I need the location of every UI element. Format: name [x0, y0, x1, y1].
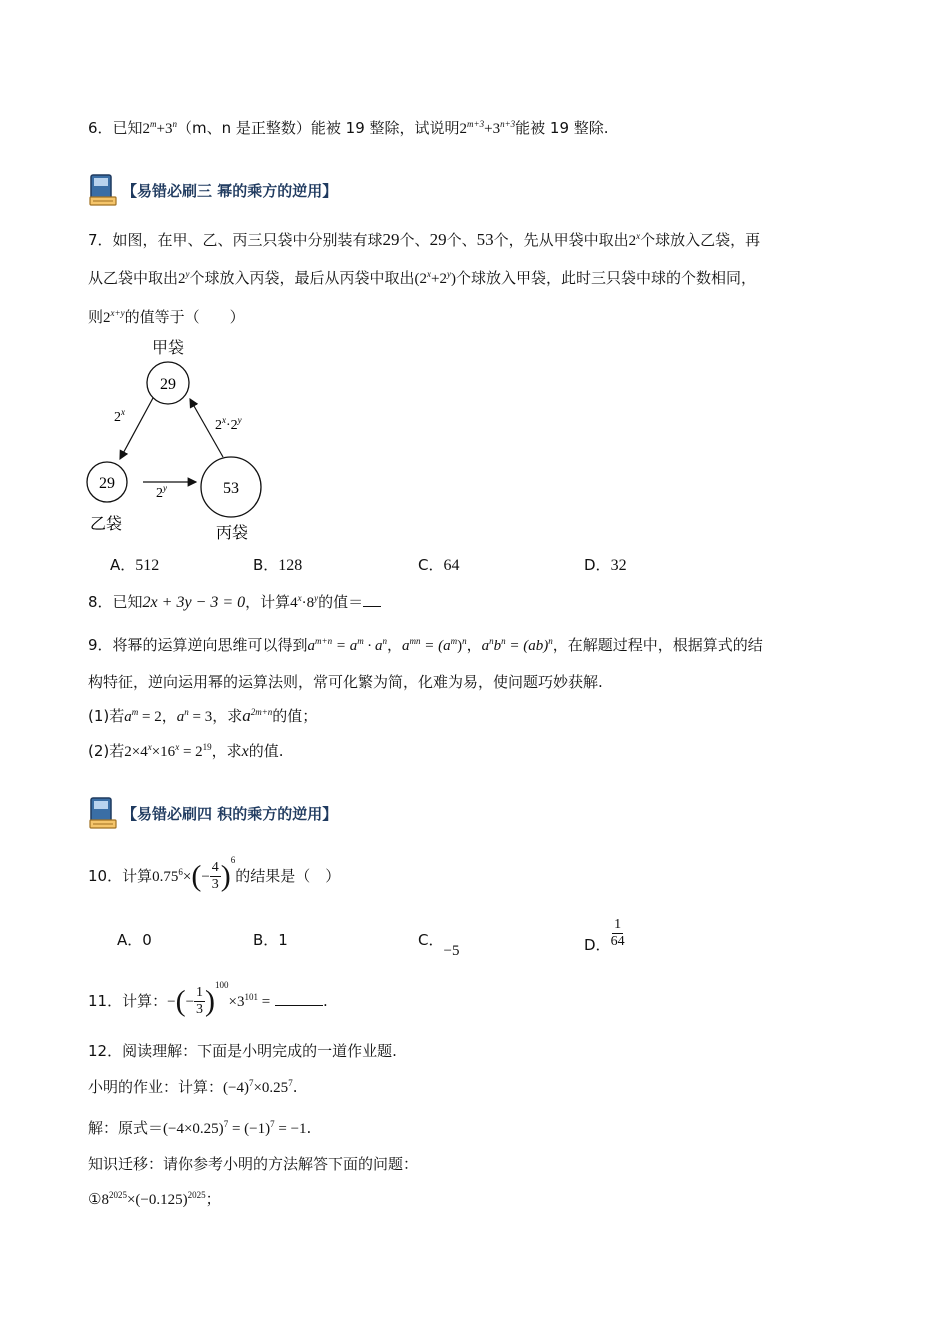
question-9-line-2: 构特征，逆向运用幂的运算法则，常可化繁为简，化难为易，使问题巧妙获解. — [88, 673, 603, 691]
question-9-line-1: 9．将幂的运算逆向思维可以得到$a^{m+n} = a^m \cdot a^n$，$a^{mn} = (a^m)^n$，$a^nb^n = (ab)^n$，在解题过程中，根据算式的结 — [88, 636, 763, 654]
fraction-1-3: $\frac{1}{3}$ — [196, 985, 204, 1017]
section-header-4 — [88, 796, 337, 830]
question-12-line-5: $①8^{2025}\times(-0.125)^{2025}$； — [88, 1190, 221, 1208]
value-yi: 29 — [99, 475, 115, 492]
question-11: 11．计算：−(− $\frac{1}{3}$ )$^{100}\times 3^{101}$ = . — [88, 980, 328, 1018]
question-7-line-1: 7．如图，在甲、乙、丙三只袋中分别装有球29个、29个、53个，先从甲袋中取出2$^x$个球放入乙袋，再 — [88, 230, 761, 249]
q10-option-c[interactable]: C．−5 — [418, 931, 460, 959]
q8-answer-blank[interactable] — [363, 590, 381, 607]
q7-option-a[interactable]: A．512 — [110, 556, 160, 574]
question-8: 8．已知2x + 3y − 3 = 0，计算$4^x\cdot 8^y$的值＝ — [88, 590, 381, 615]
question-12-line-3: 解：原式$=(-4\times 0.25)^7 = (-1)^7 = -1$. — [88, 1119, 312, 1137]
question-12-line-2: 小明的作业：计算：$(-4)^7\times 0.25^7$. — [88, 1078, 298, 1096]
q10-option-d[interactable]: D． $\frac{1}{64}$ — [584, 917, 625, 954]
arrow-label-bing-jia: $2^x\cdot 2^y$ — [215, 415, 242, 433]
question-12-line-1: 12．阅读理解：下面是小明完成的一道作业题. — [88, 1042, 397, 1060]
q11-answer-blank[interactable] — [275, 989, 323, 1006]
arrow-label-yi-bing: 2$^y$ — [156, 483, 167, 501]
question-7-line-3: 则$2^{x+y}$的值等于（ ） — [88, 308, 245, 326]
bag-diagram — [80, 335, 280, 550]
arrow-label-jia-yi: 2$^x$ — [114, 407, 125, 425]
label-bing: 丙袋 — [216, 525, 249, 542]
section-title: 【易错必刷四 积的乘方的逆用】 — [122, 804, 338, 823]
question-9-part-2: (2)若$2\times 4^x\times 16^x = 2^{19}$，求x的值. — [88, 742, 284, 760]
q7-option-c[interactable]: C．64 — [418, 556, 460, 574]
question-9-part-1: (1)若$a^m = 2$，$a^n = 3$，求$a^{2m+n}$的值； — [88, 706, 318, 725]
q7-option-d[interactable]: D．32 — [584, 556, 627, 574]
q6-lead: 6．已知 — [88, 119, 143, 137]
q7-option-b[interactable]: B．128 — [253, 556, 303, 574]
value-bing: 53 — [223, 480, 239, 497]
question-12-line-4: 知识迁移：请你参考小明的方法解答下面的问题： — [88, 1155, 419, 1173]
fraction-4-3: $\frac{4}{3}$ — [211, 860, 219, 892]
question-6: 6．已知$2^m+3^n(m$、n 是正整数）能被 19 整除，试说明$2^{m+3}+3^{n+3}$能被 19 整除. — [88, 119, 609, 137]
label-jia: 甲袋 — [152, 340, 185, 357]
label-yi: 乙袋 — [90, 516, 123, 533]
q8-equation: 2x + 3y − 3 = 0 — [142, 594, 246, 611]
q6-condition: （m、n 是正整数）能被 19 整除，试说明 — [177, 119, 460, 137]
question-10: 10．计算$0.75^6\times(-$ $\frac{4}{3}$ )$^6$的结果是（ ） — [88, 855, 341, 893]
fraction-1-64: $\frac{1}{64}$ — [610, 917, 625, 949]
value-jia: 29 — [160, 376, 176, 393]
q10-option-b[interactable]: B．1 — [253, 931, 288, 949]
question-7-line-2: 从乙袋中取出2$^y$个球放入丙袋，最后从丙袋中取出$(2^x+2^y)$个球放入甲袋，此时三只袋中球的个数相同， — [88, 269, 757, 287]
book-icon — [88, 796, 118, 830]
section-title: 【易错必刷三 幂的乘方的逆用】 — [122, 181, 338, 200]
book-icon — [88, 173, 118, 207]
q10-option-a[interactable]: A．0 — [117, 931, 152, 949]
section-header-3 — [88, 173, 337, 207]
